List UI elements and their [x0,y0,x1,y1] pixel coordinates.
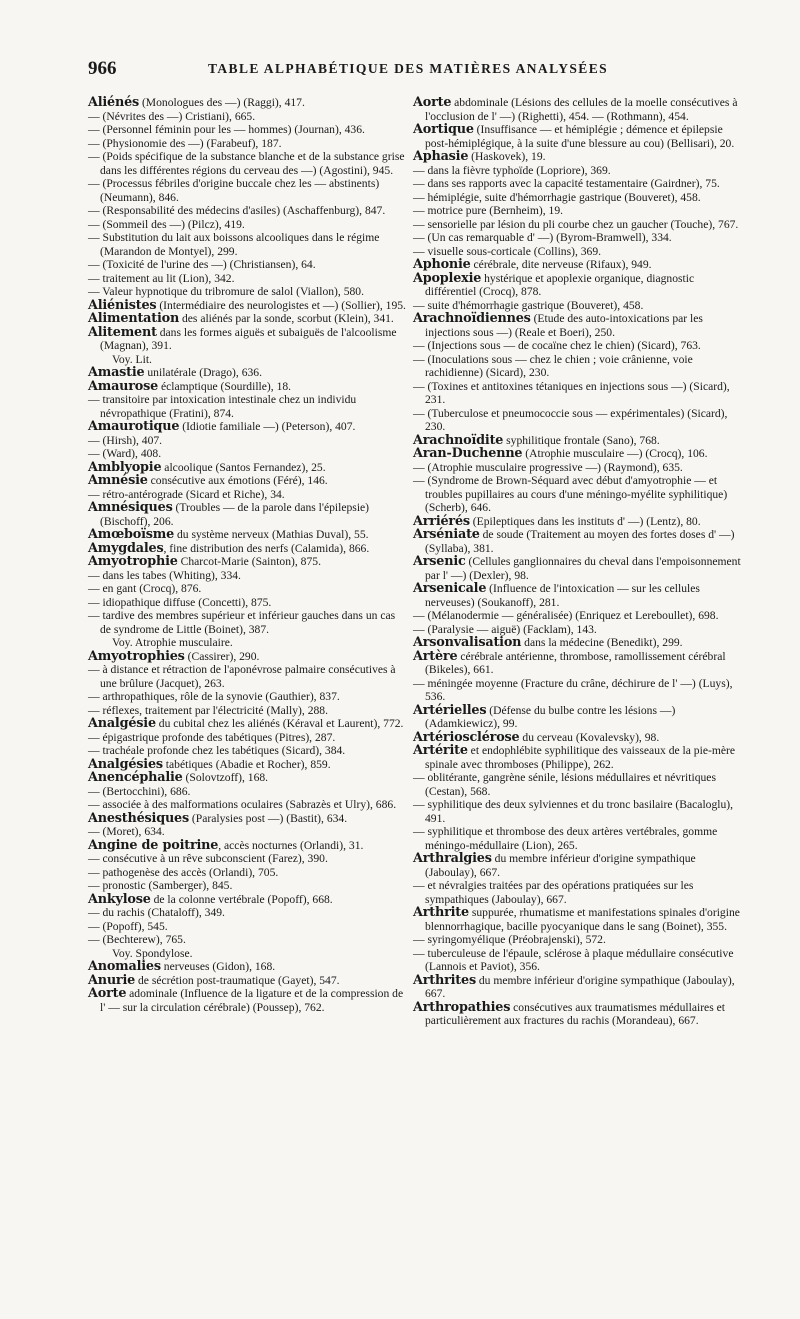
index-entry [413,515,743,529]
index-entry [413,771,743,798]
entry-headword: Amaurose [88,378,159,394]
entry-text: consécutive aux émotions (Féré), 146. [147,474,328,487]
index-entry [88,150,406,177]
index-entry [88,879,406,893]
index-entry [88,501,406,528]
index-entry [413,744,743,771]
entry-text: — dans les tabes (Whiting), 334. [88,568,241,582]
entry-text: — sensorielle par lésion du pli courbe chez un gaucher (Touche), 767. [413,217,739,231]
entry-text: — (Hirsh), 407. [88,433,163,447]
entry-text: tabétiques (Abadie et Rocher), 859. [162,757,331,771]
index-entry [88,731,406,745]
index-entry [413,555,743,582]
index-entry [88,285,406,299]
entry-headword: Amnésiques [88,500,173,515]
index-entry [88,690,406,704]
entry-text: — oblitérante, gangrène sénile, lésions médullaires et névritiques (Cestan), 568. [413,771,716,798]
index-entry [413,623,743,637]
index-entry [88,704,406,718]
entry-text: — du rachis (Chataloff), 349. [88,906,225,919]
entry-headword: Amyotrophie [88,554,178,569]
index-entry [88,663,406,690]
entry-text: (Haskovek), 19. [468,150,546,163]
entry-text: — épigastrique profonde des tabétiques (Pitres), 287. [88,730,336,744]
index-entry [413,204,743,218]
entry-text: , fine distribution des nerfs (Calamida), 866. [163,541,370,555]
entry-text: Charcot-Marie (Sainton), 875. [177,555,321,568]
entry-text: (Influence de l'intoxication — sur les cellules nerveuses) (Soukanoff), 281. [425,582,700,609]
entry-headword: Aphonie [413,257,471,272]
entry-text: — (Inoculations sous — chez le chien ; voie crânienne, voie rachidienne) (Sicard), 230. [413,352,693,379]
entry-headword: Alitement [88,324,157,340]
entry-text: — (Tuberculose et pneumococcie sous — expérimentales) (Sicard), 230. [413,406,728,433]
index-entry [413,731,743,745]
entry-text: (Paralysies post —) (Bastit), 634. [189,811,348,825]
entry-text: (Troubles — de la parole dans l'épilepsie) (Bischoff), 206. [100,501,370,528]
entry-text: (Etude des auto-intoxications par les injections sous —) (Reale et Boeri), 250. [425,312,703,339]
index-entry [88,812,406,826]
entry-text: dans les formes aiguës et subaiguës de l'alcoolisme (Magnan), 391. [100,325,397,352]
entry-text: dans la médecine (Benedikt), 299. [521,636,683,649]
index-entry [88,798,406,812]
index-entry [413,582,743,609]
entry-text: — (Personnel féminin pour les — hommes) (Journan), 436. [88,123,365,136]
index-entry [413,299,743,313]
index-entry [413,353,743,380]
entry-headword: Arriérés [413,513,470,529]
entry-headword: Amygdales [88,540,164,556]
entry-headword: Aliénés [88,95,140,110]
entry-headword: Anesthésiques [88,810,189,826]
entry-text: (Idiotie familiale —) (Peterson), 407. [179,420,356,433]
entry-text: suppurée, rhumatisme et manifestations spinales d'origine blennorrhagique, bacille pyocyanique dans le sang (Boinet), 355. [425,906,740,933]
entry-headword: Artère [413,648,458,664]
entry-text: (Monologues des —) (Raggi), 417. [139,96,305,109]
index-entry [88,839,406,853]
entry-text: — (Poids spécifique de la substance blanche et de la substance grise dans les différentes régions du cerveau des —) (Agostini), 945. [88,150,405,177]
index-entry [413,528,743,555]
index-entry [88,650,406,664]
index-entry [88,312,406,326]
entry-text: — pronostic (Samberger), 845. [88,879,233,892]
entry-text: abdominale (Lésions des cellules de la moelle consécutives à l'occlusion de l' —) (Righetti), 454. — (Rothmann), 454. [425,96,738,123]
index-entry [413,852,743,879]
entry-text: (Cassirer), 290. [184,649,260,663]
entry-text: — (Un cas remarquable d' —) (Byrom-Bramwell), 334. [413,231,672,244]
index-entry [88,177,406,204]
index-entry [88,987,406,1014]
entry-headword: Amastie [88,365,145,380]
entry-text: — consécutive à un rêve subconscient (Farez), 390. [88,852,328,865]
index-entry [413,609,743,623]
index-entry [88,785,406,799]
index-entry [88,231,406,258]
entry-text: (Epileptiques dans les instituts d' —) (Lentz), 80. [469,514,701,528]
entry-text: cérébrale antérienne, thrombose, ramollissement cérébral (Bikeles), 661. [425,649,726,676]
index-entry [88,825,406,839]
entry-text: — (Bertocchini), 686. [88,784,191,798]
index-entry [88,758,406,772]
entry-headword: Anencéphalie [88,770,183,785]
index-entry [88,299,406,313]
entry-text: — transitoire par intoxication intestinale chez un individu névropathique (Fratini), 874. [88,393,357,420]
entry-text: Voy. Atrophie musculaire. [112,636,233,649]
entry-headword: Arséniate [413,527,480,542]
index-entry [88,528,406,542]
index-entry [88,393,406,420]
entry-text: — réflexes, traitement par l'électricité (Mally), 288. [88,703,328,717]
entry-text: Voy. Spondylose. [112,946,193,960]
entry-text: — méningée moyenne (Fracture du crâne, déchirure de l' —) (Luys), 536. [413,676,733,703]
index-entry [88,717,406,731]
entry-text: du membre inférieur d'origine sympathique (Jaboulay), 667. [425,852,696,879]
entry-text: du membre inférieur d'origine sympathique (Jaboulay), 667. [425,973,735,1000]
entry-headword: Artérite [413,743,468,758]
index-entry [413,258,743,272]
index-entry [88,920,406,934]
entry-text: — hémiplégie, suite d'hémorrhagie gastrique (Bouveret), 458. [413,190,701,204]
entry-text: — (Physionomie des —) (Farabeuf), 187. [88,136,282,150]
index-entry [413,339,743,353]
index-entry [413,434,743,448]
index-entry [413,974,743,1001]
entry-headword: Arachnoïdiennes [413,311,531,326]
index-entry [88,420,406,434]
entry-text: — associée à des malformations oculaires (Sabrazès et Ulry), 686. [88,798,397,811]
entry-headword: Ankylose [88,891,151,907]
entry-headword: Aorte [413,95,452,110]
entry-headword: Anurie [88,972,136,988]
entry-headword: Amyotrophies [88,648,185,664]
index-entry [88,353,406,367]
entry-text: (Solovtzoff), 168. [182,771,269,784]
index-entry [88,434,406,448]
index-entry [88,852,406,866]
entry-text: — (Syndrome de Brown-Séquard avec début d'amyotrophie — et troubles pupillaires au cours d'une méningo-myélite syphilitique) (Scherb), 646. [413,474,728,514]
index-entry [88,218,406,232]
index-entry [88,960,406,974]
entry-text: — (Mélanodermie — généralisée) (Enriquez et Lereboullet), 698. [413,609,719,622]
index-entry [88,96,406,110]
entry-headword: Amblyopie [88,459,162,475]
entry-headword: Aortique [413,122,474,137]
entry-text: — tardive des membres supérieur et inférieur gauches dans un cas de syndrome de Little (Boinet), 387. [88,609,396,636]
entry-text: — idiopathique diffuse (Concetti), 875. [88,595,272,609]
index-entry [88,569,406,583]
entry-text: — (Névrites des —) Cristiani), 665. [88,109,256,123]
entry-text: — Valeur hypnotique du tribromure de salol (Viallon), 580. [88,285,364,298]
entry-text: — (Ward), 408. [88,447,162,460]
entry-headword: Artérielles [413,702,487,718]
index-entry [88,110,406,124]
entry-headword: Aphasie [413,149,469,164]
index-entry [413,177,743,191]
index-entry [88,137,406,151]
index-entry [88,380,406,394]
index-column-left [88,96,406,1014]
entry-text: du cubital chez les aliénés (Kéraval et Laurent), 772. [155,717,404,730]
running-title: TABLE ALPHABÉTIQUE DES MATIÈRES ANALYSÉES [208,61,609,76]
entry-headword: Aliénistes [88,297,157,313]
entry-text: — dans la fièvre typhoïde (Lopriore), 369. [413,163,611,177]
index-entry [413,798,743,825]
entry-text: — (Moret), 634. [88,825,165,838]
entry-text: — suite d'hémorrhagie gastrique (Bouveret), 458. [413,298,644,312]
entry-text: cérébrale, dite nerveuse (Rifaux), 949. [470,258,652,271]
page-number: 966 [88,58,117,79]
entry-text: unilatérale (Drago), 636. [144,366,262,379]
entry-text: (Intermédiaire des neurologistes et —) (Sollier), 195. [156,298,406,312]
index-entry [88,258,406,272]
index-entry [413,947,743,974]
entry-text: — (Responsabilité des médecins d'asiles) (Aschaffenburg), 847. [88,204,386,217]
index-entry [88,123,406,137]
entry-text: de la colonne vertébrale (Popoff), 668. [150,892,333,906]
index-entry [88,272,406,286]
index-entry [413,933,743,947]
entry-text: — et névralgies traitées par des opérations pratiquées sur les sympathiques (Jaboulay), 667. [413,879,694,906]
index-entry [88,461,406,475]
entry-headword: Aran-Duchenne [413,446,523,461]
entry-text: — (Toxicité de l'urine des —) (Christiansen), 64. [88,258,316,271]
entry-headword: Arsenic [413,554,466,569]
index-entry [88,744,406,758]
entry-text: de soude (Traitement au moyen des fortes doses d' —) (Syllaba), 381. [425,528,735,555]
entry-text: — (Bechterew), 765. [88,933,186,946]
entry-text: — rétro-antérograde (Sicard et Riche), 34. [88,487,285,501]
index-column-right [413,96,743,1028]
index-entry [413,461,743,475]
index-entry [413,96,743,123]
index-entry [413,191,743,205]
index-entry [413,825,743,852]
index-entry [413,245,743,259]
entry-text: hystérique et apoplexie organique, diagnostic différentiel (Crocq), 878. [425,271,695,298]
page-header [88,58,738,84]
index-entry [413,407,743,434]
entry-text: — pathogenèse des accès (Orlandi), 705. [88,865,279,879]
entry-headword: Analgésie [88,716,156,731]
entry-text: — (Toxines et antitoxines tétaniques en injections sous —) (Sicard), 231. [413,379,730,406]
index-entry [88,204,406,218]
index-entry [413,474,743,515]
entry-text: — (Sommeil des —) (Pilcz), 419. [88,217,245,231]
entry-headword: Apoplexie [413,270,482,286]
index-entry [88,474,406,488]
entry-text: — syphilitique des deux sylviennes et du tronc basilaire (Bacaloglu), 491. [413,798,734,825]
entry-text: des aliénés par la sonde, scorbut (Klein), 341. [179,312,394,325]
entry-text: , accès nocturnes (Orlandi), 31. [218,838,364,852]
entry-text: et endophlébite syphilitique des vaisseaux de la pie-mère spinale avec thromboses (Philippe), 262. [425,744,735,771]
entry-text: — visuelle sous-corticale (Collins), 369. [413,244,602,258]
entry-text: — arthropathiques, rôle de la synovie (Gauthier), 837. [88,690,340,703]
index-entry [88,488,406,502]
entry-text: — trachéale profonde chez les tabétiques (Sicard), 384. [88,744,346,757]
entry-text: syphilitique frontale (Sano), 768. [503,433,660,447]
index-entry [88,933,406,947]
entry-text: — motrice pure (Bernheim), 19. [413,204,564,217]
entry-headword: Aorte [88,986,127,1001]
entry-headword: Arachnoïdite [413,432,504,448]
entry-text: de sécrétion post-traumatique (Gayet), 547. [135,973,340,987]
index-entry [413,380,743,407]
entry-headword: Amaurotique [88,419,180,434]
entry-headword: Arthralgies [413,851,492,866]
entry-text: — tuberculeuse de l'épaule, sclérose à plaque médullaire consécutive (Lannois et Paviot), 356. [413,946,734,973]
index-entry [413,272,743,299]
index-entry [413,677,743,704]
entry-text: éclamptique (Sourdille), 18. [158,379,292,393]
entry-text: du système nerveux (Mathias Duval), 55. [174,528,369,541]
index-entry [413,704,743,731]
index-entry [413,164,743,178]
entry-text: nerveuses (Gidon), 168. [160,960,276,973]
entry-headword: Angine de poitrine [88,837,219,853]
entry-headword: Arsenicale [413,581,487,596]
index-entry [88,596,406,610]
index-entry [88,366,406,380]
index-entry [413,879,743,906]
entry-text: consécutives aux traumatismes médullaires et particulièrement aux fractures du rachis (Morandeau), 667. [425,1000,725,1027]
entry-headword: Anomalies [88,959,161,974]
entry-text: — dans ses rapports avec la capacité testamentaire (Gairdner), 75. [413,177,720,190]
index-entry [88,609,406,636]
index-entry [88,771,406,785]
index-entry [88,542,406,556]
entry-headword: Analgésies [88,756,163,772]
entry-text: — syringomyélique (Préobrajenski), 572. [413,933,606,946]
index-entry [88,447,406,461]
entry-text: — (Injections sous — de cocaïne chez le chien) (Sicard), 763. [413,339,701,352]
entry-headword: Amnésie [88,473,148,488]
entry-text: — à distance et rétraction de l'aponévrose palmaire consécutives à une brûlure (Jacquet), 263. [88,663,396,690]
index-entry [88,974,406,988]
entry-text: (Cellules ganglionnaires du cheval dans l'empoisonnement par l' —) (Dexler), 98. [425,555,741,582]
index-entry [413,218,743,232]
entry-text: (Défense du bulbe contre les lésions —) (Adamkiewicz), 99. [425,703,676,730]
index-entry [413,123,743,150]
index-entry [88,866,406,880]
index-entry [413,312,743,339]
index-entry [413,150,743,164]
entry-text: Voy. Lit. [112,352,152,366]
entry-text: — (Popoff), 545. [88,919,168,933]
index-entry [88,555,406,569]
entry-headword: Arthrite [413,905,469,920]
index-entry [413,906,743,933]
entry-headword: Artériosclérose [413,729,520,745]
index-entry [413,447,743,461]
entry-headword: Amœboïsme [88,527,175,542]
entry-text: du cerveau (Kovalevsky), 98. [519,730,660,744]
index-entry [413,231,743,245]
entry-text: (Insuffisance — et hémiplégie ; démence et épilepsie post-hémiplégique, à la suite d'une blessure au cou) (Bellisari), 20. [425,123,735,150]
entry-text: (Atrophie musculaire —) (Crocq), 106. [522,447,708,460]
index-entry [88,947,406,961]
entry-text: — (Paralysie — aiguë) (Facklam), 143. [413,622,597,636]
entry-headword: Arsonvalisation [413,635,522,650]
index-entry [88,906,406,920]
entry-text: — traitement au lit (Lion), 342. [88,271,235,285]
index-entry [413,650,743,677]
entry-text: — syphilitique et thrombose des deux artères vertébrales, gomme méningo-médullaire (Lion), 265. [413,825,718,852]
index-entry [88,636,406,650]
index-entry [413,636,743,650]
entry-headword: Alimentation [88,311,180,326]
index-entry [413,1001,743,1028]
entry-headword: Arthropathies [413,999,511,1015]
entry-text: — (Atrophie musculaire progressive —) (Raymond), 635. [413,460,683,474]
entry-headword: Arthrites [413,972,476,988]
entry-text: — Substitution du lait aux boissons alcooliques dans le régime (Marandon de Montyel), 299. [88,231,380,258]
entry-text: — en gant (Crocq), 876. [88,582,202,595]
entry-text: — (Processus fébriles d'origine buccale chez les — abstinents) (Neumann), 846. [88,177,380,204]
entry-text: alcoolique (Santos Fernandez), 25. [161,460,326,474]
index-entry [88,326,406,353]
entry-text: adominale (Influence de la ligature et de la compression de l' — sur la circulation cérébrale) (Poussep), 762. [100,987,404,1014]
index-entry [88,893,406,907]
index-entry [88,582,406,596]
